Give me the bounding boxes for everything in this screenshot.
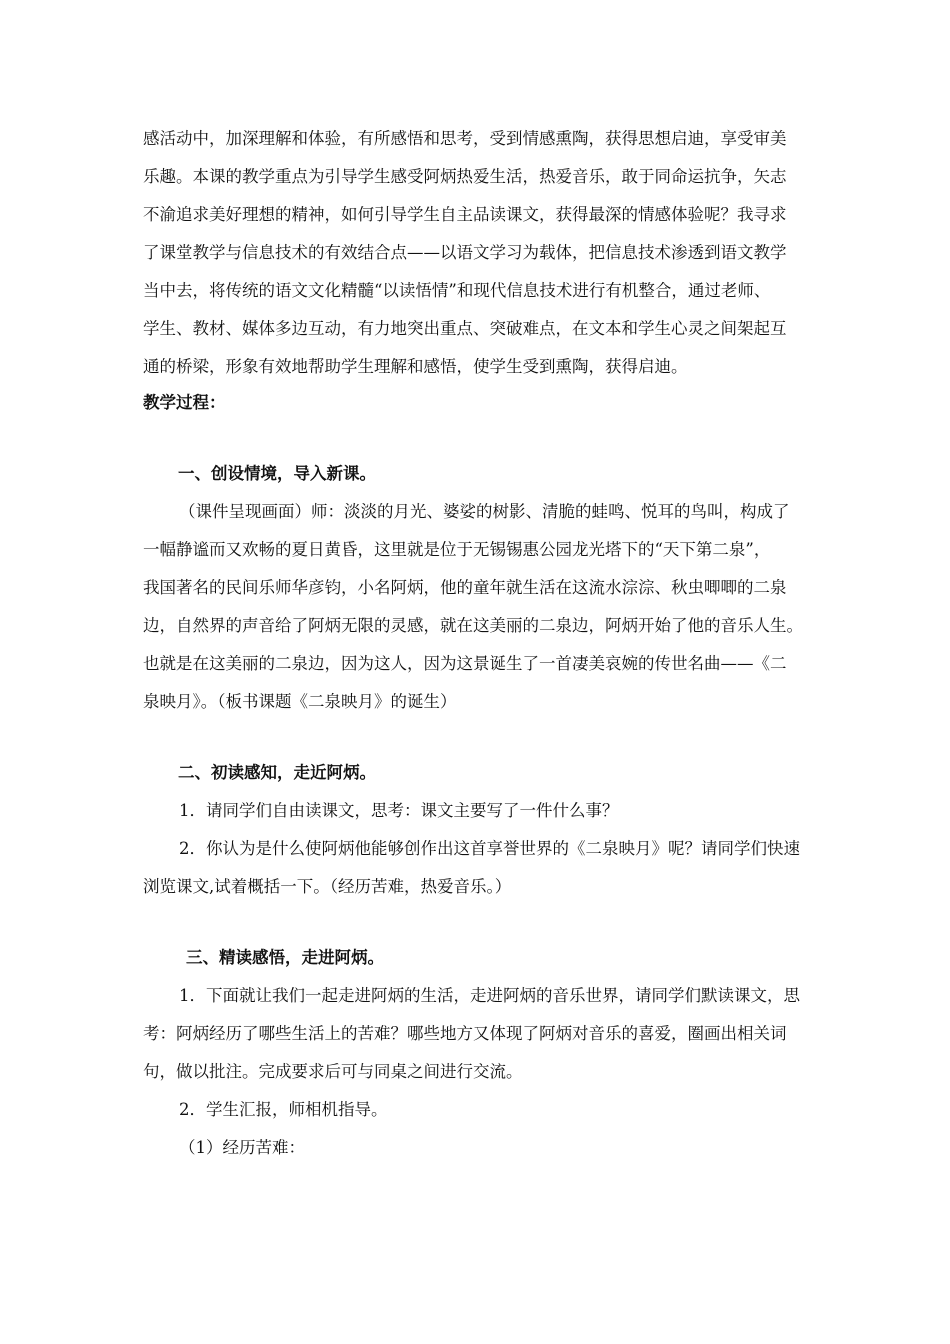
section3-line-2: 考：阿炳经历了哪些生活上的苦难？哪些地方又体现了阿炳对音乐的喜爱，圈画出相关词 xyxy=(143,1024,787,1043)
section2-line-1: 1．请同学们自由读课文，思考：课文主要写了一件什么事？ xyxy=(179,801,619,820)
intro-line-4: 了课堂教学与信息技术的有效结合点——以语文学习为载体，把信息技术渗透到语文教学 xyxy=(143,243,787,262)
section3-line-5: （1）经历苦难： xyxy=(179,1138,305,1157)
intro-line-1: 感活动中，加深理解和体验，有所感悟和思考，受到情感熏陶，获得思想启迪，享受审美 xyxy=(143,129,787,148)
section1-line-2: 一幅静谧而又欢畅的夏日黄昏，这里就是位于无锡锡惠公园龙光塔下的“天下第二泉”， xyxy=(143,540,771,559)
intro-line-7: 通的桥梁，形象有效地帮助学生理解和感悟，使学生受到熏陶，获得启迪。 xyxy=(143,357,688,376)
section2-line-2: 2．你认为是什么使阿炳他能够创作出这首享誉世界的《二泉映月》呢？请同学们快速 xyxy=(179,839,800,858)
section3-heading: 三、精读感悟，走进阿炳。 xyxy=(186,948,384,967)
section1-line-6: 泉映月》。（板书课题《二泉映月》的诞生） xyxy=(143,692,457,711)
section1-heading: 一、创设情境，导入新课。 xyxy=(178,464,376,483)
section3-line-4: 2．学生汇报，师相机指导。 xyxy=(179,1100,388,1119)
section3-line-3: 句，做以批注。完成要求后可与同桌之间进行交流。 xyxy=(143,1062,523,1081)
section2-heading: 二、初读感知，走近阿炳。 xyxy=(178,763,376,782)
section3-line-1: 1．下面就让我们一起走进阿炳的生活，走进阿炳的音乐世界，请同学们默读课文，思 xyxy=(179,986,800,1005)
process-heading: 教学过程： xyxy=(143,393,226,412)
section1-line-1: （课件呈现画面）师：淡淡的月光、婆娑的树影、清脆的蛙鸣、悦耳的鸟叫，构成了 xyxy=(179,502,790,521)
intro-line-6: 学生、教材、媒体多边互动，有力地突出重点、突破难点，在文本和学生心灵之间架起互 xyxy=(143,319,787,338)
section1-line-3: 我国著名的民间乐师华彦钧，小名阿炳，他的童年就生活在这流水淙淙、秋虫唧唧的二泉 xyxy=(143,578,787,597)
section1-line-5: 也就是在这美丽的二泉边，因为这人，因为这景诞生了一首凄美哀婉的传世名曲——《二 xyxy=(143,654,787,673)
intro-line-2: 乐趣。本课的教学重点为引导学生感受阿炳热爱生活，热爱音乐，敢于同命运抗争，矢志 xyxy=(143,167,787,186)
intro-line-5: 当中去，将传统的语文文化精髓“以读悟情”和现代信息技术进行有机整合，通过老师、 xyxy=(143,281,771,300)
section1-line-4: 边，自然界的声音给了阿炳无限的灵感，就在这美丽的二泉边，阿炳开始了他的音乐人生。 xyxy=(143,616,803,635)
intro-line-3: 不渝追求美好理想的精神，如何引导学生自主品读课文，获得最深的情感体验呢？我寻求 xyxy=(143,205,787,224)
section2-line-3: 浏览课文,试着概括一下。（经历苦难，热爱音乐。） xyxy=(143,877,512,896)
